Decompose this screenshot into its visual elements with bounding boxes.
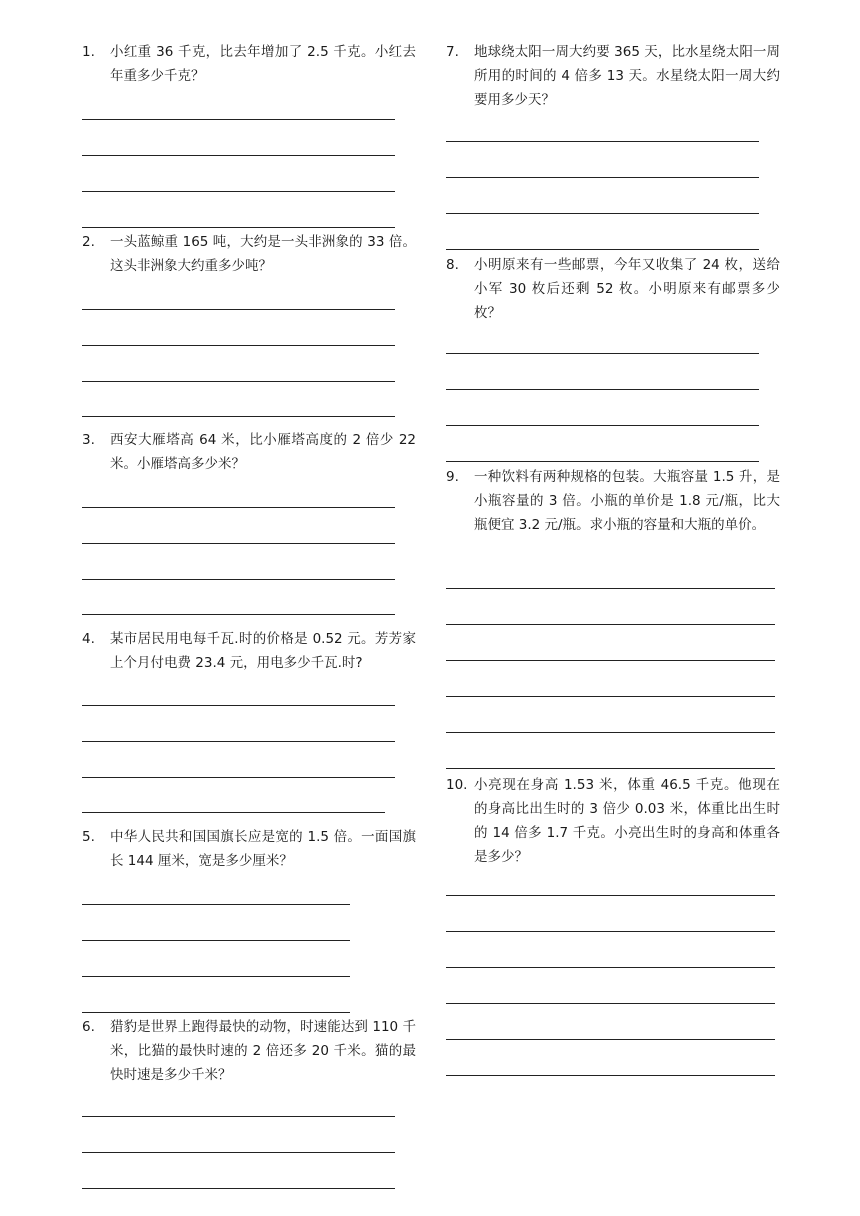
answer-line (446, 213, 759, 214)
answer-line (82, 381, 395, 382)
answer-line (82, 345, 395, 346)
answer-line (446, 461, 759, 462)
answer-line (446, 353, 759, 354)
answer-line (82, 705, 395, 706)
answer-line (82, 309, 395, 310)
question-number: 6. (82, 1019, 95, 1035)
question-number: 9. (446, 469, 459, 485)
question-text: 一头蓝鲸重 165 吨，大约是一头非洲象的 33 倍。这头非洲象大约重多少吨？ (110, 234, 416, 274)
answer-line (82, 940, 350, 941)
answer-line (446, 660, 775, 661)
answer-line (82, 416, 395, 417)
question-number: 4. (82, 631, 95, 647)
question-number: 5. (82, 829, 95, 845)
question-number: 3. (82, 432, 95, 448)
answer-line (82, 777, 395, 778)
answer-line (446, 389, 759, 390)
answer-line (82, 1152, 395, 1153)
answer-line (82, 1116, 395, 1117)
answer-line (82, 614, 395, 615)
answer-line (82, 976, 350, 977)
question-text: 西安大雁塔高 64 米，比小雁塔高度的 2 倍少 22 米。小雁塔高多少米？ (110, 432, 416, 472)
question-number: 7. (446, 44, 459, 60)
answer-line (82, 579, 395, 580)
answer-line (446, 1003, 775, 1004)
answer-line (446, 1039, 775, 1040)
answer-line (82, 812, 385, 813)
answer-line (446, 696, 775, 697)
question-text: 一种饮料有两种规格的包装。大瓶容量 1.5 升，是小瓶容量的 3 倍。小瓶的单价是 1.8 元/瓶，比大瓶便宜 3.2 元/瓶。求小瓶的容量和大瓶的单价。 (474, 469, 780, 533)
answer-line (82, 507, 395, 508)
answer-line (446, 141, 759, 142)
answer-line (446, 588, 775, 589)
question-text: 地球绕太阳一周大约要 365 天，比水星绕太阳一周所用的时间的 4 倍多 13 天。水星绕太阳一周大约要用多少天？ (474, 44, 780, 108)
question-number: 1. (82, 44, 95, 60)
answer-line (82, 1188, 395, 1189)
question-number: 2. (82, 234, 95, 250)
answer-line (82, 191, 395, 192)
answer-line (446, 624, 775, 625)
answer-line (82, 119, 395, 120)
question-text: 某市居民用电每千瓦.时的价格是 0.52 元。芳芳家上个月付电费 23.4 元，用电多少千瓦.时? (110, 631, 416, 671)
answer-line (446, 931, 775, 932)
answer-line (82, 227, 395, 228)
answer-line (82, 1012, 350, 1013)
answer-line (446, 177, 759, 178)
answer-line (446, 732, 775, 733)
question-text: 猎豹是世界上跑得最快的动物，时速能达到 110 千米，比猫的最快时速的 2 倍还多 20 千米。猫的最快时速是多少千米？ (110, 1019, 416, 1083)
question-number: 8. (446, 257, 459, 273)
question-text: 小红重 36 千克，比去年增加了 2.5 千克。小红去年重多少千克？ (110, 44, 416, 84)
answer-line (446, 895, 775, 896)
answer-line (446, 425, 759, 426)
question-text: 小亮现在身高 1.53 米，体重 46.5 千克。他现在的身高比出生时的 3 倍少 0.03 米，体重比出生时的 14 倍多 1.7 千克。小亮出生时的身高和体重各是多少？ (474, 777, 780, 865)
answer-line (82, 904, 350, 905)
answer-line (446, 967, 775, 968)
question-text: 小明原来有一些邮票，今年又收集了 24 枚，送给小军 30 枚后还剩 52 枚。小明原来有邮票多少枚？ (474, 257, 780, 321)
answer-line (446, 249, 759, 250)
answer-line (82, 741, 395, 742)
answer-line (82, 155, 395, 156)
question-text: 中华人民共和国国旗长应是宽的 1.5 倍。一面国旗长 144 厘米，宽是多少厘米？ (110, 829, 416, 869)
answer-line (82, 543, 395, 544)
question-number: 10. (446, 777, 468, 793)
answer-line (446, 768, 775, 769)
answer-line (446, 1075, 775, 1076)
